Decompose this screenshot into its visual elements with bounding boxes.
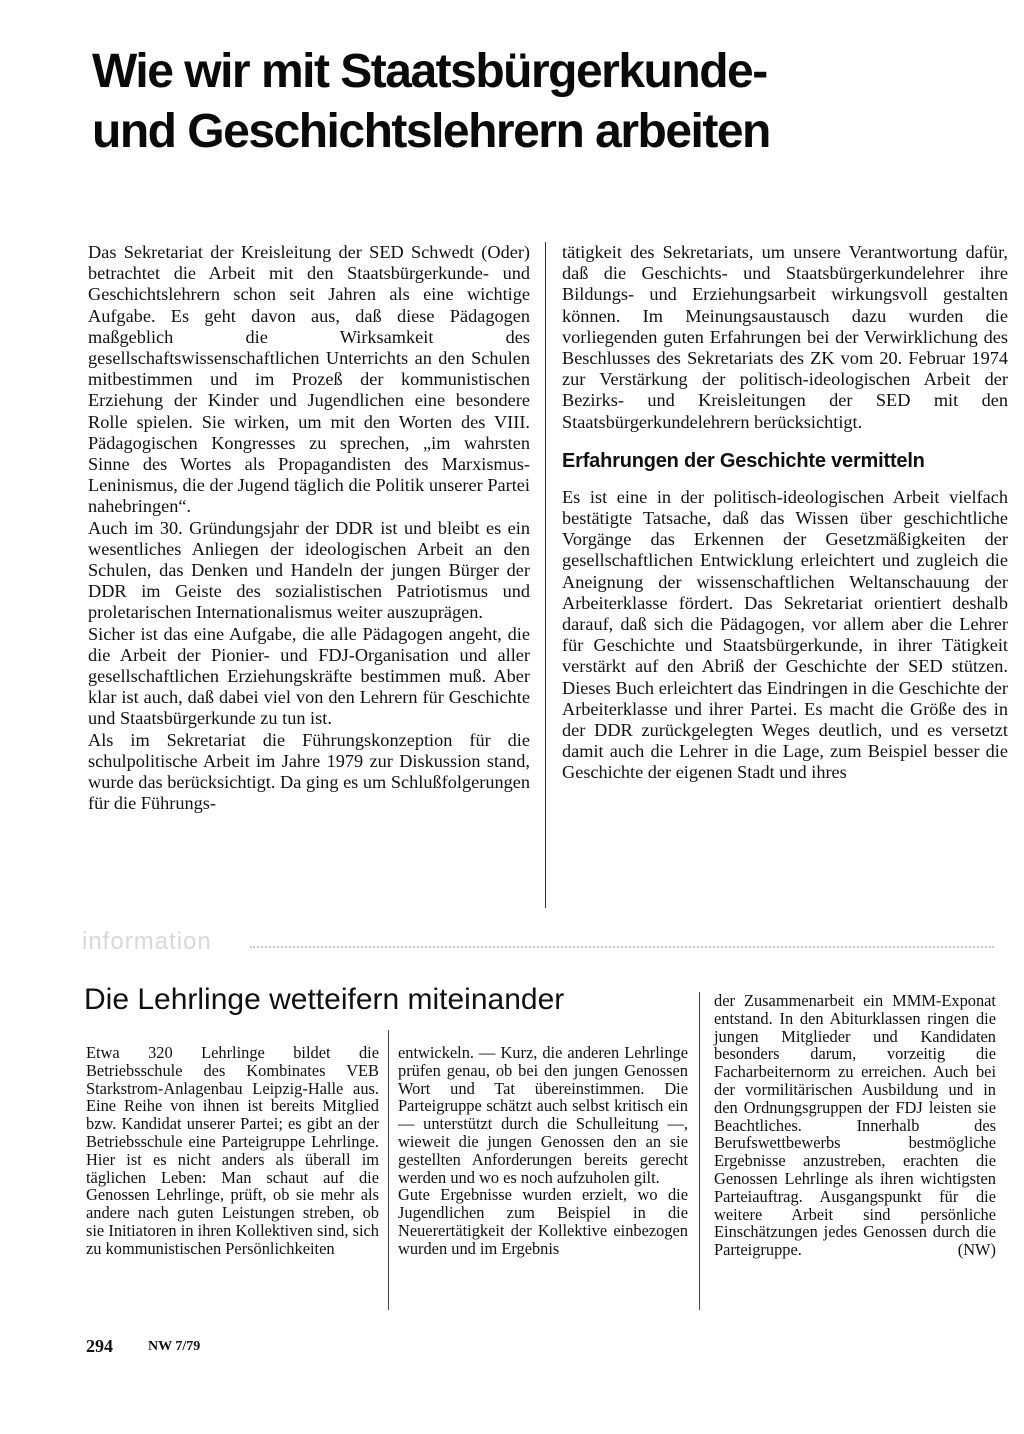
information-column-1 xyxy=(86,1044,379,1258)
column-divider xyxy=(388,1030,389,1310)
information-paragraph: entwickeln. — Kurz, die anderen Lehrlinge prüfen genau, ob bei den jungen Genossen Wort und Tat übereinstimmen. Die Parteigruppe schätzt auch selbst kritisch ein — unterstützt durch die Schulleitung —, wieweit die jungen Genossen den an sie gestellten Anforderungen bereits gerecht werden und wo es noch aufzuholen gilt. xyxy=(398,1043,688,1187)
column-divider xyxy=(545,242,546,908)
author-signature: (NW) xyxy=(957,1240,996,1260)
information-paragraph: Gute Ergebnisse wurden erzielt, wo die Jugendlichen zum Beispiel in die Neuerertätigkeit der Kollektive einbezogen wurden und im Ergebnis xyxy=(398,1185,688,1258)
information-section-label: information xyxy=(82,928,212,955)
information-column-2 xyxy=(398,1044,688,1258)
information-paragraph: Etwa 320 Lehrlinge bildet die Betriebsschule des Kombinates VEB Starkstrom-Anlagenbau Leipzig-Halle aus. Eine Reihe von ihnen ist bereits Mitglied bzw. Kandidat unserer Partei; es gibt an der Betriebsschule eine Parteigruppe Lehrlinge. Hier ist es nicht anders als überall im täglichen Leben: Man schaut auf die Genossen Lehrlinge, prüft, ob sie mehr als andere nach guten Leistungen streben, ob sie Initiatoren in ihren Kollektiven sind, sich zu kommunistischen Persönlichkeiten xyxy=(86,1043,379,1258)
information-paragraph xyxy=(714,992,996,1259)
article-column-2 xyxy=(562,242,1008,784)
article-paragraph: Als im Sekretariat die Führungskonzeption für die schulpolitische Arbeit im Jahre 1979 zur Diskussion stand, wurde das berücksichtigt. Da ging es um Schlußfolgerungen für die Führungs- xyxy=(88,729,530,814)
page-number: 294 xyxy=(86,1336,113,1356)
article-paragraph: Es ist eine in der politisch-ideologischen Arbeit vielfach bestätigte Tatsache, daß das Wissen über geschichtliche Vorgänge das Erkennen der Gesetzmäßigkeiten der gesellschaftlichen Entwicklung erleichtert und zugleich die Aneignung der wissenschaftlichen Weltanschauung der Arbeiterklasse fördert. Das Sekretariat orientiert deshalb darauf, daß sich die Pädagogen, vor allem aber die Lehrer für Geschichte und Staatsbürgerkunde, in ihrer Tätigkeit verstärkt auf den Abriß der Geschichte der SED stützen. Dieses Buch erleichtert das Eindringen in die Geschichte der Arbeiterklasse und ihrer Partei. Es macht die Größe des in der DDR zurückgelegten Weges deutlich, und es versetzt damit auch die Lehrer in die Lage, zum Beispiel besser die Geschichte der eigenen Stadt und ihres xyxy=(562,486,1008,783)
headline-line-2: und Geschichtslehrern arbeiten xyxy=(92,105,770,158)
information-headline: Die Lehrlinge wetteifern miteinander xyxy=(84,983,565,1016)
column-divider xyxy=(699,992,700,1310)
headline-line-1: Wie wir mit Staatsbürgerkunde- xyxy=(92,45,767,98)
information-paragraph-text: der Zusammenarbeit ein MMM-Exponat entstand. In den Abiturklassen ringen die jungen Mitglieder und Kandidaten besonders darum, vorzeitig die Facharbeiternorm zu erreichen. Auch bei der vormilitärischen Ausbildung und in den Ordnungsgruppen der FDJ leisten sie Beachtliches. Innerhalb des Berufswettbewerbs bestmögliche Ergebnisse anzustreben, erachten die Genossen Lehrlinge als ihren wichtigsten Parteiauftrag. Ausgangspunkt für die weitere Arbeit sind persönliche Einschätzungen jedes Genossen durch die Parteigruppe. xyxy=(714,991,996,1260)
article-paragraph: Auch im 30. Gründungsjahr der DDR ist und bleibt es ein wesentliches Anliegen der ideologischen Arbeit an den Schulen, das Denken und Handeln der jungen Bürger der DDR im Geiste des sozialistischen Patriotismus und proletarischen Internationalismus weiter auszuprägen. xyxy=(88,517,530,623)
article-headline xyxy=(92,42,992,162)
article-column-1 xyxy=(88,242,530,814)
article-paragraph: tätigkeit des Sekretariats, um unsere Verantwortung dafür, daß die Geschichts- und Staatsbürgerkundelehrer ihre Bildungs- und Erziehungsarbeit wirkungsvoll gestalten können. Im Meinungsaustausch dazu wurden die vorliegenden guten Erfahrungen bei der Verwirklichung des Beschlusses des Sekretariats des ZK vom 20. Februar 1974 zur Verstärkung der politisch-ideologischen Arbeit der Bezirks- und Kreisleitungen der SED mit den Staatsbürgerkundelehrern berücksichtigt. xyxy=(562,242,1008,432)
article-paragraph: Sicher ist das eine Aufgabe, die alle Pädagogen angeht, die die Arbeit der Pionier- und FDJ-Organisation und aller gesellschaftlichen Erziehungskräfte bestimmen muß. Aber klar ist auch, daß dabei viel von den Lehrern für Geschichte und Staatsbürgerkunde zu tun ist. xyxy=(88,623,530,729)
information-dotted-rule xyxy=(250,946,994,948)
article-paragraph: Das Sekretariat der Kreisleitung der SED Schwedt (Oder) betrachtet die Arbeit mit den Staatsbürgerkunde- und Geschichtslehrern schon seit Jahren als eine wichtige Aufgabe. Es geht davon aus, daß diese Pädagogen maßgeblich die Wirksamkeit des gesellschaftswissenschaftlichen Unterrichts an den Schulen mitbestimmen und im Prozeß der kommunistischen Erziehung der Kinder und Jugendlichen eine besondere Rolle spielen. Sie wirken, um mit den Worten des VIII. Pädagogischen Kongresses zu sprechen, „im wahrsten Sinne des Wortes als Propagandisten des Marxismus-Leninismus, die der Jugend täglich die Politik unserer Partei nahebringen“. xyxy=(88,242,530,517)
issue-reference: NW 7/79 xyxy=(148,1339,201,1354)
information-column-3 xyxy=(714,992,996,1259)
article-subheading: Erfahrungen der Geschichte vermitteln xyxy=(562,449,925,472)
